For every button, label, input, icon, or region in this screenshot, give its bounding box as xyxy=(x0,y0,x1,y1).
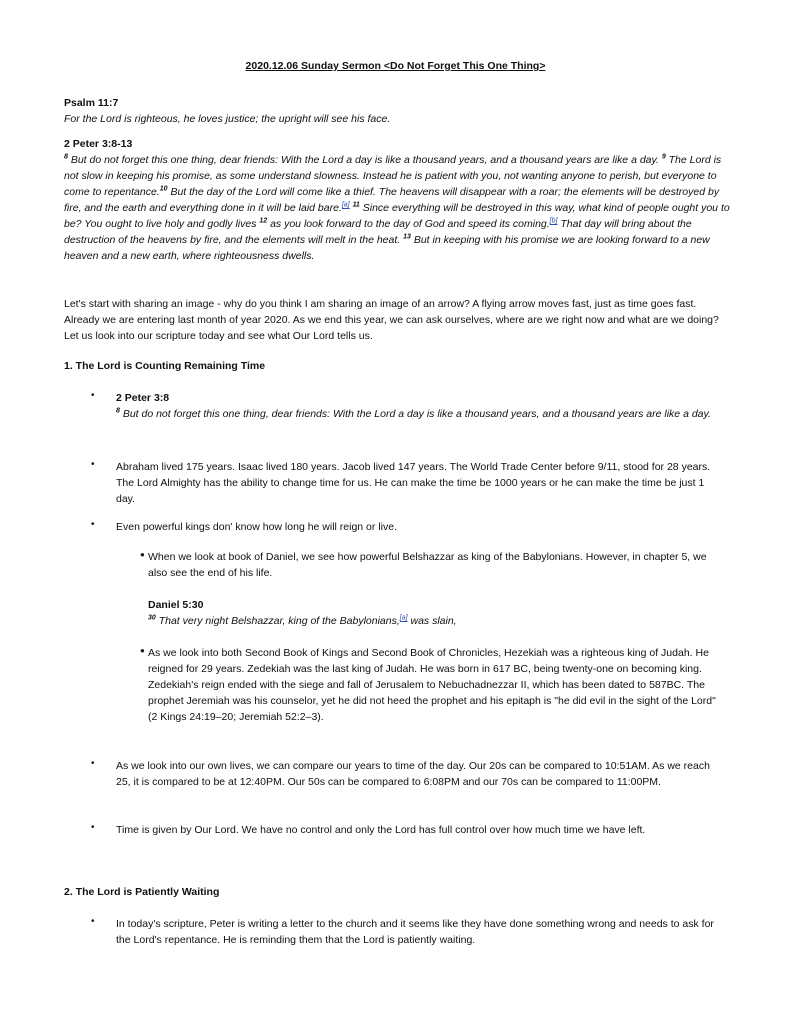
daniel-verse-end: was slain, xyxy=(407,615,457,627)
bullet-patient: In today's scripture, Peter is writing a letter to the church and it seems like they have done something wrong and needs to ask for the Lord's repentance. He is reminding them that the Lord is patiently waiting. xyxy=(116,918,714,946)
bullet-verse: But do not forget this one thing, dear friends: With the Lord a day is like a thousand years, and a thousand years are like a day. xyxy=(119,408,711,420)
bullet-icon: • xyxy=(91,390,95,401)
verse-number: 9 xyxy=(661,153,666,161)
verse-number: 11 xyxy=(352,201,360,209)
sub-bullet-daniel: When we look at book of Daniel, we see how powerful Belshazzar as king of the Babylonians. However, in chapter 5, we also see the end of his life. xyxy=(148,551,707,579)
verse-8: But do not forget this one thing, dear friends: With the Lord a day is like a thousand years, and a thousand years are like a day. xyxy=(67,154,659,166)
verse-number: 8 xyxy=(116,407,120,415)
bullet-reference: 2 Peter 3:8 xyxy=(116,392,170,404)
bullet-life-clock: As we look into our own lives, we can compare our years to time of the day. Our 20s can be compared to 10:51AM. As we reach 25, it is compared to be at 12:40PM. Our 50s can be compared to 6:08PM and our 70s can be compared to 11:00PM. xyxy=(116,760,710,788)
daniel-reference: Daniel 5:30 xyxy=(148,599,204,611)
verse-number: 13 xyxy=(403,233,411,241)
daniel-verse: That very night Belshazzar, king of the Babylonians, xyxy=(155,615,400,627)
sub-bullet-icon: ● xyxy=(140,550,145,559)
peter-passage xyxy=(64,136,732,264)
verse-9: The Lord is not slow in keeping his promise, as some understand slowness. Instead he is patient with you, not wanting anyone to perish, but everyone to come to repentance. xyxy=(64,154,722,198)
footnote-link-b[interactable]: [b] xyxy=(549,217,558,225)
verse-number: 12 xyxy=(259,217,268,225)
peter-verses xyxy=(64,154,730,262)
verse-number: 30 xyxy=(148,614,156,622)
daniel-quote xyxy=(148,597,726,629)
section1-heading: 1. The Lord is Counting Remaining Time xyxy=(64,360,266,372)
sub-bullet-hezekiah: As we look into both Second Book of Kings and Second Book of Chronicles, Hezekiah was a righteous king of Judah. He reigned for 29 years. Zedekiah was the last king of Judah. He was born in 617 BC, being twenty-one on becoming king. Zedekiah's reign ended with the siege and fall of Jerusalem to Nebuchadnezzar II, which has been dated to 587BC. The prophet Jeremiah was his counselor, yet he did not heed the prophet and his epitaph is "he did evil in the sight of the Lord" (2 Kings 24:19–20; Jeremiah 52:2–3). xyxy=(148,647,716,723)
psalm-reference: Psalm 11:7 xyxy=(64,97,119,109)
verse-number: 8 xyxy=(64,153,68,161)
psalm-block xyxy=(64,95,732,127)
verse-number: 10 xyxy=(159,185,168,193)
bullet-icon: • xyxy=(91,459,95,470)
verse-12: as you look forward to the day of God and speed its coming. xyxy=(267,218,550,230)
footnote-link-a[interactable]: [a] xyxy=(399,614,408,622)
section2-heading: 2. The Lord is Patiently Waiting xyxy=(64,886,220,898)
bullet-icon: • xyxy=(91,822,95,833)
bullet-icon: • xyxy=(91,758,95,769)
bullet-icon: • xyxy=(91,519,95,530)
verse-13: But in keeping with his promise we are looking forward to a new heaven and a new earth, where righteousness dwells. xyxy=(64,234,710,262)
sub-bullet-icon: ● xyxy=(140,646,145,655)
bullet-lifespans: Abraham lived 175 years. Isaac lived 180 years. Jacob lived 147 years. The World Trade Center before 9/11, stood for 28 years. The Lord Almighty has the ability to change time for us. He can make the time be 1000 years or he can make the time be just 1 day. xyxy=(116,461,711,505)
verse-11: Since everything will be destroyed in this way, what kind of people ought you to be? You ought to live holy and godly lives xyxy=(64,202,730,230)
bullet-time-given: Time is given by Our Lord. We have no control and only the Lord has full control over how much time we have left. xyxy=(116,824,646,836)
bullet-kings: Even powerful kings don' know how long he will reign or live. xyxy=(116,521,397,533)
verse-10: But the day of the Lord will come like a thief. The heavens will disappear with a roar; the elements will be destroyed by fire, and the earth and everything done in it will be laid bare. xyxy=(64,186,720,214)
bullet-icon: • xyxy=(91,916,95,927)
bullet-peter-3-8 xyxy=(116,390,726,422)
psalm-verse: For the Lord is righteous, he loves justice; the upright will see his face. xyxy=(64,113,391,125)
intro-paragraph: Let's start with sharing an image - why do you think I am sharing an image of an arrow? A flying arrow moves fast, just as time goes fast. Already we are entering last month of year 2020. As we end this year, we can ask ourselves, where are we right now and what are we doing? Let us look into our scripture today and see what Our Lord tells us. xyxy=(64,298,719,342)
verse-12b: That day will bring about the destruction of the heavens by fire, and the elements will melt in the heat. xyxy=(64,218,692,246)
footnote-link-a[interactable]: [a] xyxy=(341,201,350,209)
sermon-title: 2020.12.06 Sunday Sermon <Do Not Forget This One Thing> xyxy=(245,60,546,72)
peter-reference: 2 Peter 3:8-13 xyxy=(64,138,133,150)
